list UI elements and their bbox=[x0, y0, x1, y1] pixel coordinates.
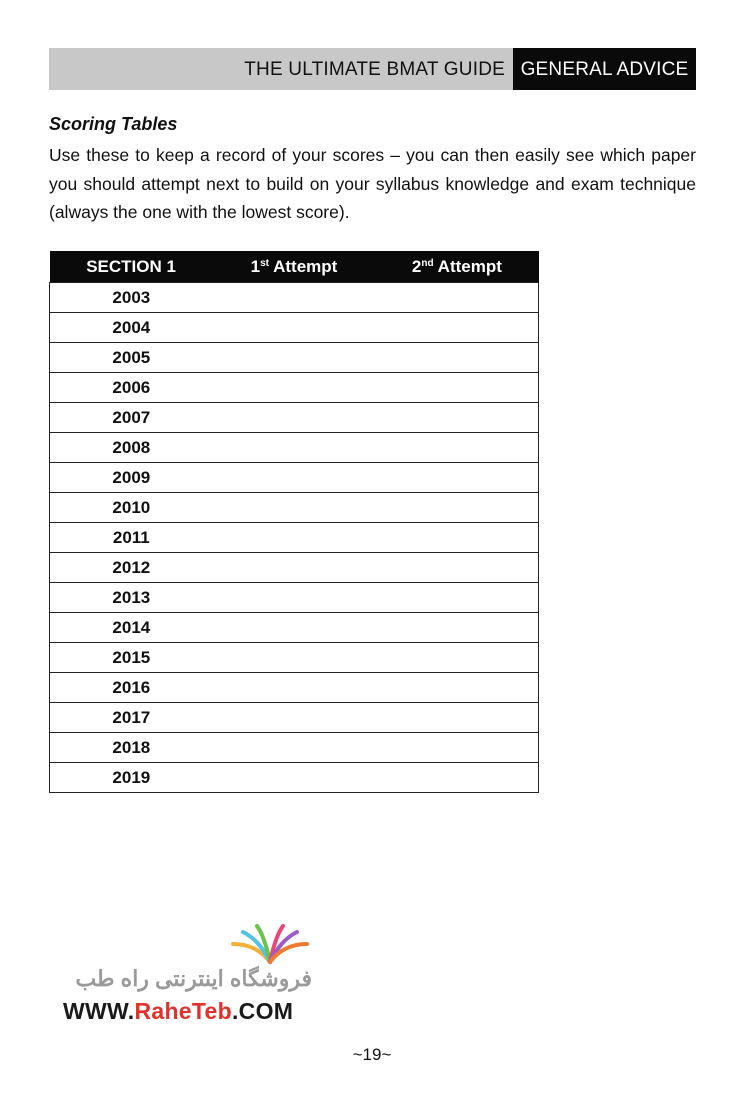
table-row bbox=[50, 373, 539, 403]
second-attempt-cell bbox=[375, 343, 538, 373]
first-attempt-cell bbox=[213, 523, 376, 553]
table-row bbox=[50, 613, 539, 643]
table-row bbox=[50, 283, 539, 313]
second-attempt-cell bbox=[375, 583, 538, 613]
page-header bbox=[49, 48, 696, 90]
second-attempt-cell bbox=[375, 433, 538, 463]
table-row bbox=[50, 673, 539, 703]
year-cell: 2017 bbox=[50, 703, 213, 733]
scoring-table bbox=[49, 251, 539, 793]
first-attempt-cell bbox=[213, 763, 376, 793]
chapter-label: GENERAL ADVICE bbox=[513, 48, 696, 90]
year-cell: 2007 bbox=[50, 403, 213, 433]
year-cell: 2015 bbox=[50, 643, 213, 673]
first-attempt-cell bbox=[213, 373, 376, 403]
second-attempt-cell bbox=[375, 703, 538, 733]
year-cell: 2014 bbox=[50, 613, 213, 643]
second-attempt-cell bbox=[375, 763, 538, 793]
first-attempt-cell bbox=[213, 463, 376, 493]
first-attempt-cell bbox=[213, 313, 376, 343]
table-body bbox=[50, 283, 539, 793]
table-row bbox=[50, 493, 539, 523]
book-logo-icon bbox=[225, 922, 315, 966]
watermark-url bbox=[63, 998, 293, 1025]
first-attempt-cell bbox=[213, 613, 376, 643]
watermark-persian-text: فروشگاه اینترنتی راه طب bbox=[75, 966, 312, 991]
page-number: ~19~ bbox=[352, 1045, 392, 1064]
table-row bbox=[50, 553, 539, 583]
second-attempt-cell bbox=[375, 733, 538, 763]
first-attempt-cell bbox=[213, 283, 376, 313]
second-attempt-suffix: nd bbox=[421, 257, 434, 269]
col-header-second-attempt bbox=[375, 251, 538, 283]
second-attempt-number: 2 bbox=[411, 256, 422, 276]
table-header-row bbox=[50, 251, 539, 283]
book-title: THE ULTIMATE BMAT GUIDE bbox=[244, 59, 505, 80]
year-cell: 2008 bbox=[50, 433, 213, 463]
first-attempt-cell bbox=[213, 643, 376, 673]
second-attempt-cell bbox=[375, 403, 538, 433]
intro-paragraph: Use these to keep a record of your scores – you can then easily see which paper you should attempt next to build on your syllabus knowledge and exam technique (always the one with the lowest score). bbox=[49, 145, 696, 222]
first-attempt-cell bbox=[213, 553, 376, 583]
second-attempt-cell bbox=[375, 523, 538, 553]
table-row bbox=[50, 313, 539, 343]
section-heading: Scoring Tables bbox=[49, 114, 178, 134]
table-row bbox=[50, 343, 539, 373]
year-cell: 2016 bbox=[50, 673, 213, 703]
first-attempt-cell bbox=[213, 433, 376, 463]
second-attempt-cell bbox=[375, 553, 538, 583]
year-cell: 2010 bbox=[50, 493, 213, 523]
table-row bbox=[50, 463, 539, 493]
first-attempt-cell bbox=[213, 673, 376, 703]
second-attempt-label: Attempt bbox=[433, 256, 502, 276]
second-attempt-cell bbox=[375, 643, 538, 673]
year-cell: 2012 bbox=[50, 553, 213, 583]
year-cell: 2019 bbox=[50, 763, 213, 793]
year-cell: 2003 bbox=[50, 283, 213, 313]
table-row bbox=[50, 703, 539, 733]
first-attempt-cell bbox=[213, 703, 376, 733]
year-cell: 2006 bbox=[50, 373, 213, 403]
url-suffix: .COM bbox=[231, 998, 294, 1024]
second-attempt-cell bbox=[375, 283, 538, 313]
second-attempt-cell bbox=[375, 373, 538, 403]
year-cell: 2004 bbox=[50, 313, 213, 343]
table-row bbox=[50, 733, 539, 763]
first-attempt-cell bbox=[213, 733, 376, 763]
first-attempt-cell bbox=[213, 403, 376, 433]
second-attempt-cell bbox=[375, 463, 538, 493]
table-row bbox=[50, 403, 539, 433]
table-row bbox=[50, 433, 539, 463]
watermark bbox=[60, 922, 320, 1032]
col-header-section: SECTION 1 bbox=[50, 251, 213, 283]
year-cell: 2009 bbox=[50, 463, 213, 493]
year-cell: 2005 bbox=[50, 343, 213, 373]
url-brand: RaheTeb bbox=[134, 998, 232, 1024]
table-row bbox=[50, 583, 539, 613]
first-attempt-label: Attempt bbox=[269, 256, 338, 276]
second-attempt-cell bbox=[375, 673, 538, 703]
year-cell: 2013 bbox=[50, 583, 213, 613]
table-row bbox=[50, 523, 539, 553]
second-attempt-cell bbox=[375, 313, 538, 343]
first-attempt-cell bbox=[213, 343, 376, 373]
first-attempt-cell bbox=[213, 493, 376, 523]
year-cell: 2018 bbox=[50, 733, 213, 763]
col-header-first-attempt bbox=[213, 251, 376, 283]
first-attempt-suffix: st bbox=[260, 257, 270, 269]
second-attempt-cell bbox=[375, 613, 538, 643]
year-cell: 2011 bbox=[50, 523, 213, 553]
second-attempt-cell bbox=[375, 493, 538, 523]
table-row bbox=[50, 763, 539, 793]
first-attempt-cell bbox=[213, 583, 376, 613]
url-prefix: WWW. bbox=[63, 998, 135, 1024]
table-row bbox=[50, 643, 539, 673]
first-attempt-number: 1 bbox=[250, 256, 261, 276]
